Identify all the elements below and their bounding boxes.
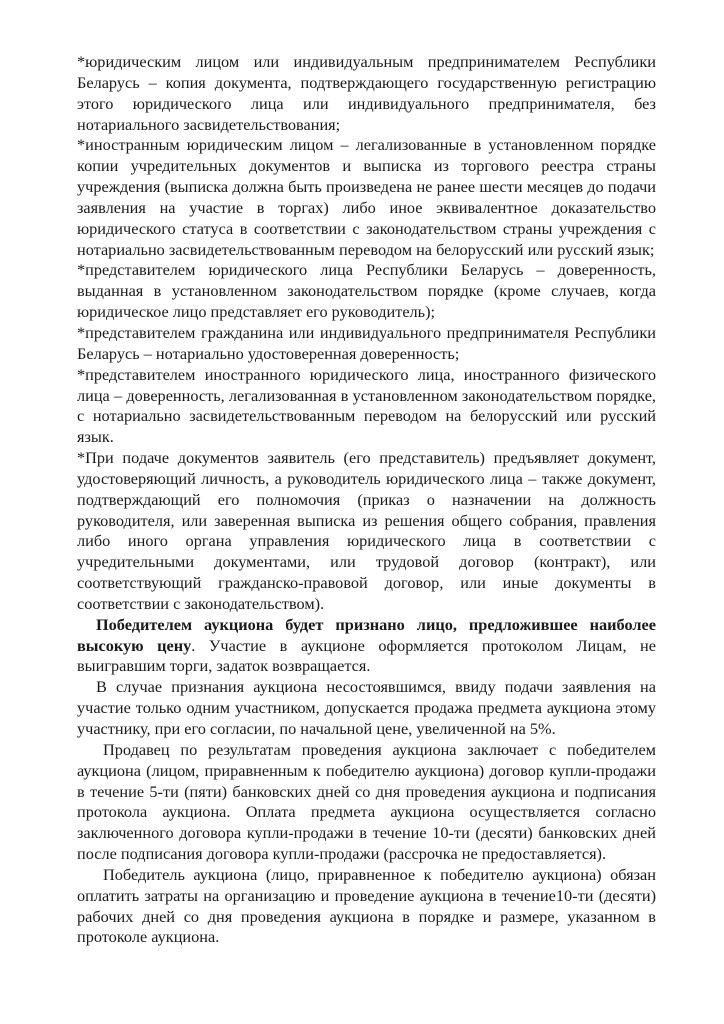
winner-paragraph-rest: . Участие в аукционе оформляется протоколом Лицам, не выигравшим торги, задаток возвращается.: [77, 635, 656, 676]
winner-paragraph: [77, 615, 656, 678]
list-item-representative-legal-entity: *представителем юридического лица Республики Беларусь – доверенность, выданная в установленном законодательством порядке (кроме случаев, когда юридическое лицо представляет его руководитель);: [77, 260, 656, 322]
list-item-foreign-legal-entity: *иностранным юридическим лицом – легализованные в установленном порядке копии учредительных документов и выписка из торгового реестра страны учреждения (выписка должна быть произведена не ранее шести месяцев до подачи заявления на участие в торгах) либо иное эквивалентное доказательство юридического статуса в соответствии с законодательством страны учреждения с нотариально засвидетельствованным переводом на белорусский или русский язык;: [77, 135, 656, 259]
document-page: [77, 52, 656, 948]
winner-paragraph-bold: Победителем аукциона будет признано лицо, предложившее наиболее высокую цену: [77, 614, 656, 655]
list-item-identity-documents: *При подаче документов заявитель (его представитель) предъявляет документ, удостоверяющий личность, а руководитель юридического лица – также документ, подтверждающий его полномочия (приказ о назначении на должность руководителя, или заверенная выписка из решения общего собрания, правления либо иного органа управления юридического лица в соответствии с учредительными документами, или трудовой договор (контракт), или соответствующий гражданско-правовой договор, или иные документы в соответствии с законодательством).: [77, 448, 656, 613]
list-item-legal-entity-belarus: *юридическим лицом или индивидуальным предпринимателем Республики Беларусь – копия документа, подтверждающего государственную регистрацию этого юридического лица или индивидуального предпринимателя, без нотариального засвидетельствования;: [77, 52, 656, 134]
seller-paragraph: Продавец по результатам проведения аукциона заключает с победителем аукциона (лицом, приравненным к победителю аукциона) договор купли-продажи в течение 5-ти (пяти) банковских дней со дня проведения аукциона и подписания протокола аукциона. Оплата предмета аукциона осуществляется согласно заключенного договора купли-продажи в течение 10-ти (десяти) банковских дней после подписания договора купли-продажи (рассрочка не предоставляется).: [77, 739, 656, 864]
list-item-representative-foreign: *представителем иностранного юридического лица, иностранного физического лица – доверенность, легализованная в установленном законодательством порядке, с нотариально засвидетельствованным переводом на белорусский или русский язык.: [77, 364, 656, 447]
costs-paragraph: Победитель аукциона (лицо, приравненное к победителю аукциона) обязан оплатить затраты на организацию и проведение аукциона в течение10-ти (десяти) рабочих дней со дня проведения аукциона в порядке и размере, указанном в протоколе аукциона.: [77, 864, 656, 947]
list-item-representative-citizen: *представителем гражданина или индивидуального предпринимателя Республики Беларусь – нотариально удостоверенная доверенность;: [77, 322, 656, 363]
failed-auction-paragraph: В случае признания аукциона несостоявшимся, ввиду подачи заявления на участие только одним участником, допускается продажа предмета аукциона этому участнику, при его согласии, по начальной цене, увеличенной на 5%.: [77, 677, 656, 738]
